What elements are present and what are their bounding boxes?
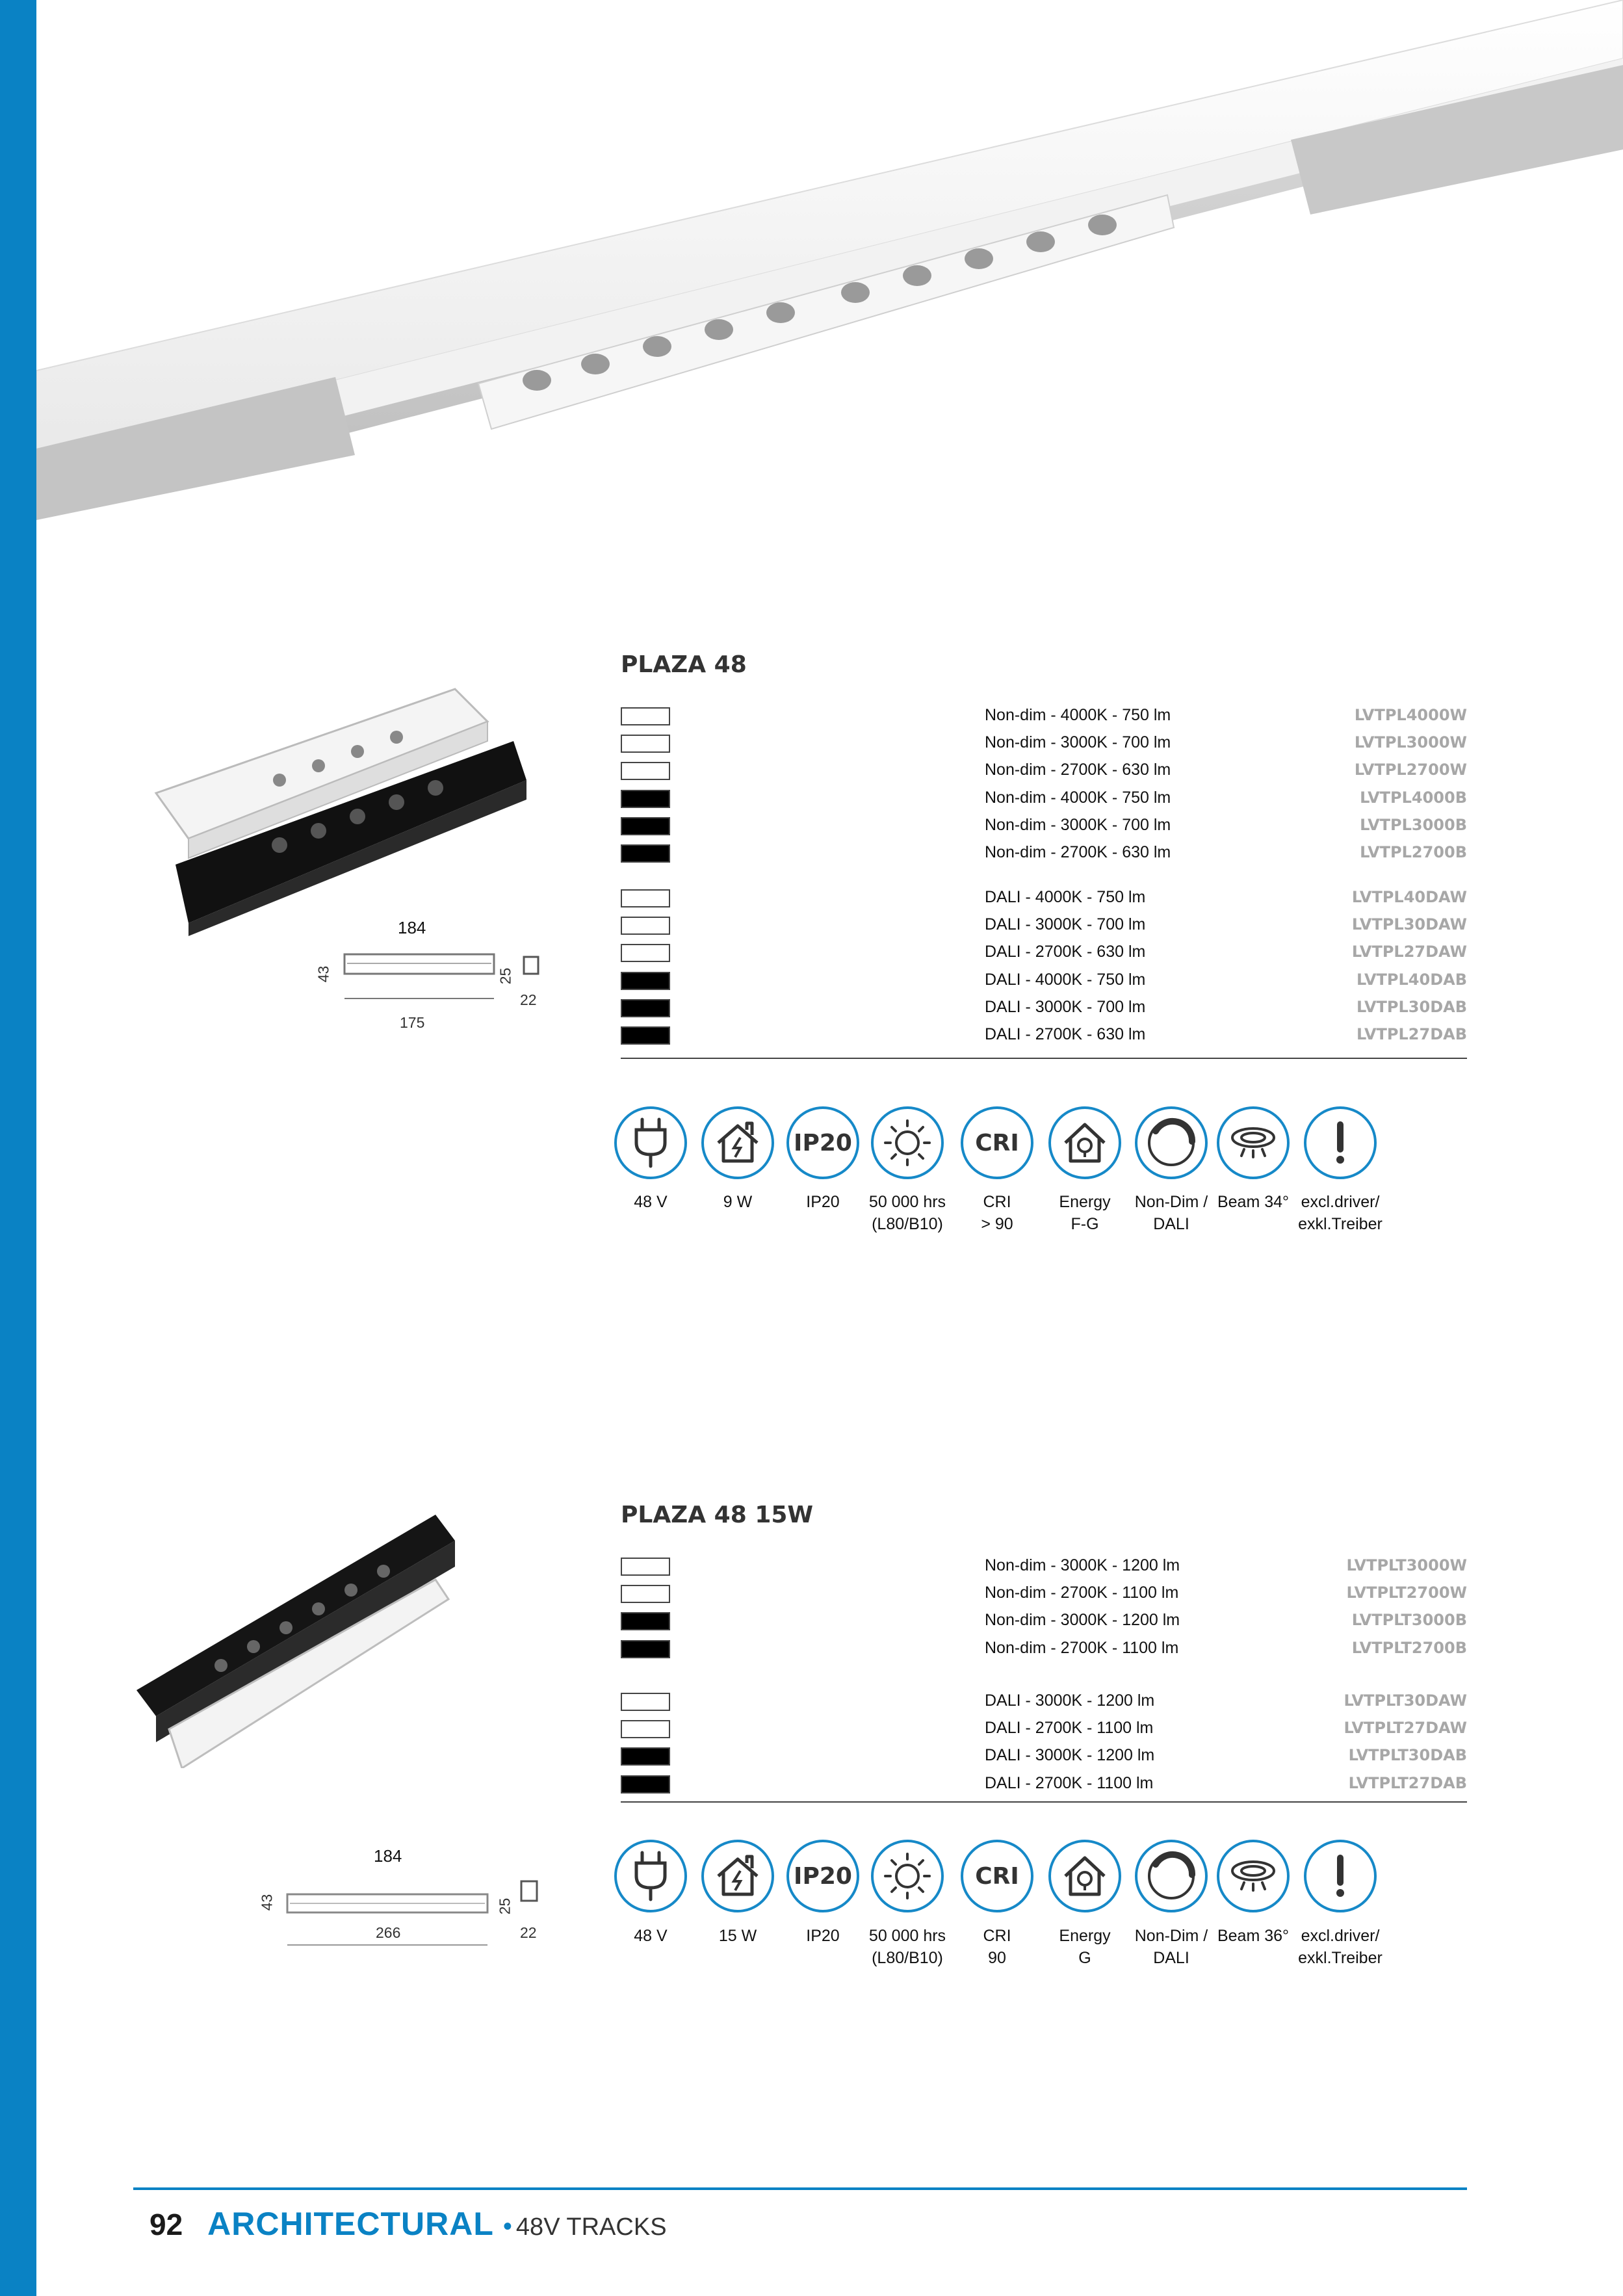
dimming-icon bbox=[1134, 1105, 1209, 1181]
variant-row bbox=[621, 1024, 1467, 1051]
energy-house-icon bbox=[1047, 1105, 1123, 1181]
variant-code: LVTPL40DAW bbox=[1351, 888, 1467, 906]
variant-row bbox=[621, 759, 1467, 787]
product-photo bbox=[149, 663, 539, 936]
icon-label-line: Beam 34° bbox=[1217, 1193, 1290, 1211]
color-swatch-white bbox=[621, 1720, 670, 1738]
icon-label-line: CRI bbox=[983, 1193, 1011, 1211]
dimension-length-top: 184 bbox=[398, 918, 426, 937]
lifetime-sun-icon bbox=[870, 1838, 945, 1914]
variant-row bbox=[621, 1610, 1467, 1637]
variant-description: Non-dim - 2700K - 1100 lm bbox=[985, 1638, 1179, 1657]
icon-label bbox=[777, 1925, 868, 1947]
variant-row bbox=[621, 1690, 1467, 1717]
color-swatch-black bbox=[621, 790, 670, 808]
color-swatch-black bbox=[621, 1640, 670, 1658]
dimension-depth: 25 bbox=[496, 1898, 513, 1915]
variant-row bbox=[621, 969, 1467, 997]
variant-code: LVTPLT30DAW bbox=[1344, 1691, 1467, 1710]
variant-row bbox=[621, 787, 1467, 815]
dimension-length-bottom: 175 bbox=[400, 1014, 425, 1031]
variant-code: LVTPLT3000B bbox=[1351, 1611, 1467, 1630]
dimension-length-bottom: 266 bbox=[376, 1924, 401, 1941]
icon-label-line: Energy bbox=[1059, 1193, 1111, 1211]
icon-label bbox=[605, 1925, 696, 1947]
color-swatch-white bbox=[621, 944, 670, 962]
variant-row bbox=[621, 1555, 1467, 1582]
icon-label bbox=[952, 1191, 1043, 1235]
variant-row bbox=[621, 1773, 1467, 1800]
variant-description: Non-dim - 4000K - 750 lm bbox=[985, 788, 1171, 807]
variant-code: LVTPL27DAW bbox=[1351, 943, 1467, 961]
variant-code: LVTPL3000W bbox=[1354, 733, 1467, 752]
page-footer bbox=[149, 2205, 667, 2243]
variant-description: Non-dim - 3000K - 700 lm bbox=[985, 733, 1171, 752]
variant-description: DALI - 3000K - 700 lm bbox=[985, 915, 1146, 934]
variant-code: LVTPL4000B bbox=[1360, 788, 1467, 807]
color-swatch-white bbox=[621, 889, 670, 907]
variant-row bbox=[621, 1745, 1467, 1772]
variant-row bbox=[621, 887, 1467, 914]
icon-label-line: > 90 bbox=[981, 1215, 1013, 1233]
color-swatch-white bbox=[621, 735, 670, 753]
color-swatch-white bbox=[621, 1693, 670, 1711]
variant-description: Non-dim - 2700K - 630 lm bbox=[985, 761, 1171, 779]
icon-label bbox=[777, 1191, 868, 1213]
variant-description: Non-dim - 4000K - 750 lm bbox=[985, 706, 1171, 724]
color-swatch-white bbox=[621, 1585, 670, 1603]
variant-code: LVTPLT30DAB bbox=[1348, 1746, 1467, 1765]
variant-description: DALI - 2700K - 1100 lm bbox=[985, 1773, 1154, 1792]
icon-text: CRI bbox=[975, 1130, 1019, 1156]
variant-description: DALI - 2700K - 630 lm bbox=[985, 1025, 1146, 1043]
color-swatch-black bbox=[621, 999, 670, 1017]
icon-label-line: 50 000 hrs bbox=[868, 1927, 946, 1945]
variant-row bbox=[621, 1582, 1467, 1610]
variant-row bbox=[621, 1637, 1467, 1665]
variant-row bbox=[621, 842, 1467, 869]
variant-code: LVTPLT3000W bbox=[1346, 1556, 1467, 1574]
variant-code: LVTPLT2700B bbox=[1351, 1638, 1467, 1657]
icon-label-line: F-G bbox=[1071, 1215, 1099, 1233]
variant-row bbox=[621, 815, 1467, 842]
variant-code: LVTPLT2700W bbox=[1346, 1584, 1467, 1602]
variant-row bbox=[621, 732, 1467, 759]
icon-label-line: 48 V bbox=[634, 1927, 668, 1945]
variant-description: Non-dim - 3000K - 1200 lm bbox=[985, 1611, 1180, 1630]
variant-description: Non-dim - 3000K - 700 lm bbox=[985, 815, 1171, 834]
color-swatch-black bbox=[621, 972, 670, 990]
icon-label-line: CRI bbox=[983, 1927, 1011, 1945]
icon-label-line: 50 000 hrs bbox=[868, 1193, 946, 1211]
icon-label-line: Non-Dim / bbox=[1134, 1927, 1208, 1945]
variant-row bbox=[621, 914, 1467, 941]
variant-code: LVTPL30DAB bbox=[1356, 997, 1467, 1016]
icon-label-line: IP20 bbox=[806, 1193, 840, 1211]
product-photo bbox=[130, 1495, 468, 1768]
icon-label bbox=[862, 1925, 953, 1969]
product-title: PLAZA 48 bbox=[621, 651, 747, 678]
icon-label bbox=[952, 1925, 1043, 1969]
variant-description: DALI - 3000K - 1200 lm bbox=[985, 1746, 1155, 1765]
color-swatch-black bbox=[621, 844, 670, 863]
icon-label bbox=[862, 1191, 953, 1235]
variant-row bbox=[621, 997, 1467, 1024]
icon-label bbox=[692, 1191, 783, 1213]
variant-description: DALI - 4000K - 750 lm bbox=[985, 888, 1146, 906]
dimension-height: 43 bbox=[315, 965, 332, 983]
dimension-height: 43 bbox=[258, 1894, 276, 1911]
color-swatch-white bbox=[621, 917, 670, 935]
house-power-icon bbox=[700, 1838, 775, 1914]
lifetime-sun-icon bbox=[870, 1105, 945, 1181]
warning-icon bbox=[1303, 1105, 1378, 1181]
icon-label-line: excl.driver/ bbox=[1301, 1193, 1380, 1211]
icon-text: IP20 bbox=[794, 1130, 852, 1156]
plug-icon bbox=[613, 1105, 688, 1181]
section-title: ARCHITECTURAL bbox=[207, 2206, 494, 2242]
footer-rule bbox=[133, 2187, 1467, 2190]
color-swatch-black bbox=[621, 1747, 670, 1766]
dimension-width: 22 bbox=[520, 1924, 537, 1941]
color-swatch-black bbox=[621, 1612, 670, 1630]
color-swatch-white bbox=[621, 707, 670, 725]
variant-code: LVTPL2700W bbox=[1354, 761, 1467, 779]
variant-description: DALI - 3000K - 1200 lm bbox=[985, 1691, 1155, 1710]
ip-rating-icon bbox=[785, 1838, 861, 1914]
page-number: 92 bbox=[149, 2208, 183, 2241]
color-swatch-black bbox=[621, 817, 670, 835]
hero-product-photo bbox=[36, 0, 1623, 624]
icon-label-line: Non-Dim / bbox=[1134, 1193, 1208, 1211]
variant-code: LVTPL30DAW bbox=[1351, 915, 1467, 934]
dimension-length-top: 184 bbox=[374, 1846, 402, 1866]
variant-description: Non-dim - 2700K - 630 lm bbox=[985, 843, 1171, 861]
icon-label-line: Beam 36° bbox=[1217, 1927, 1290, 1945]
color-swatch-black bbox=[621, 1775, 670, 1794]
variant-code: LVTPLT27DAB bbox=[1348, 1773, 1467, 1792]
icon-label bbox=[1039, 1191, 1130, 1235]
footer-bullet: • bbox=[502, 2212, 512, 2241]
variant-code: LVTPL2700B bbox=[1360, 843, 1467, 861]
icon-label bbox=[1208, 1191, 1299, 1213]
table-rule bbox=[621, 1058, 1467, 1059]
icon-text: IP20 bbox=[794, 1863, 852, 1890]
energy-house-icon bbox=[1047, 1838, 1123, 1914]
cri-icon bbox=[959, 1838, 1035, 1914]
icon-label-line: exkl.Treiber bbox=[1298, 1215, 1383, 1233]
cri-icon bbox=[959, 1105, 1035, 1181]
variant-row bbox=[621, 705, 1467, 732]
plug-icon bbox=[613, 1838, 688, 1914]
beam-angle-icon bbox=[1215, 1838, 1291, 1914]
color-swatch-white bbox=[621, 1558, 670, 1576]
dimension-width: 22 bbox=[520, 991, 537, 1008]
icon-label-line: G bbox=[1078, 1949, 1091, 1967]
ip-rating-icon bbox=[785, 1105, 861, 1181]
product-title: PLAZA 48 15W bbox=[621, 1502, 814, 1528]
warning-icon bbox=[1303, 1838, 1378, 1914]
variant-code: LVTPL3000B bbox=[1360, 815, 1467, 834]
subsection-title: 48V TRACKS bbox=[515, 2213, 667, 2241]
dimming-icon bbox=[1134, 1838, 1209, 1914]
variant-description: DALI - 2700K - 1100 lm bbox=[985, 1719, 1154, 1738]
icon-label bbox=[605, 1191, 696, 1213]
icon-label-line: DALI bbox=[1153, 1215, 1189, 1233]
icon-label bbox=[1126, 1191, 1217, 1235]
variant-code: LVTPL27DAB bbox=[1356, 1025, 1467, 1043]
icon-label-line: exkl.Treiber bbox=[1298, 1949, 1383, 1967]
variant-code: LVTPL40DAB bbox=[1356, 970, 1467, 989]
icon-text: CRI bbox=[975, 1863, 1019, 1890]
icon-label-line: 48 V bbox=[634, 1193, 668, 1211]
icon-label bbox=[1208, 1925, 1299, 1947]
table-rule bbox=[621, 1801, 1467, 1803]
icon-label bbox=[1295, 1925, 1386, 1969]
icon-label-line: IP20 bbox=[806, 1927, 840, 1945]
icon-label-line: 9 W bbox=[723, 1193, 753, 1211]
icon-label-line: 15 W bbox=[718, 1927, 757, 1945]
icon-label-line: (L80/B10) bbox=[872, 1215, 943, 1233]
icon-label-line: excl.driver/ bbox=[1301, 1927, 1380, 1945]
beam-angle-icon bbox=[1215, 1105, 1291, 1181]
icon-label-line: DALI bbox=[1153, 1949, 1189, 1967]
variant-row bbox=[621, 941, 1467, 969]
dimension-depth: 25 bbox=[497, 967, 514, 985]
color-swatch-black bbox=[621, 1026, 670, 1045]
house-power-icon bbox=[700, 1105, 775, 1181]
variant-code: LVTPL4000W bbox=[1354, 706, 1467, 724]
icon-label bbox=[692, 1925, 783, 1947]
icon-label bbox=[1039, 1925, 1130, 1969]
variant-description: Non-dim - 2700K - 1100 lm bbox=[985, 1584, 1179, 1602]
icon-label bbox=[1126, 1925, 1217, 1969]
side-color-bar bbox=[0, 0, 36, 2296]
variant-description: DALI - 4000K - 750 lm bbox=[985, 970, 1146, 989]
icon-label bbox=[1295, 1191, 1386, 1235]
icon-label-line: 90 bbox=[988, 1949, 1006, 1967]
variant-row bbox=[621, 1717, 1467, 1745]
variant-description: Non-dim - 3000K - 1200 lm bbox=[985, 1556, 1180, 1574]
icon-label-line: (L80/B10) bbox=[872, 1949, 943, 1967]
variant-description: DALI - 3000K - 700 lm bbox=[985, 997, 1146, 1016]
color-swatch-white bbox=[621, 762, 670, 780]
variant-description: DALI - 2700K - 630 lm bbox=[985, 943, 1146, 961]
variant-code: LVTPLT27DAW bbox=[1344, 1719, 1467, 1738]
icon-label-line: Energy bbox=[1059, 1927, 1111, 1945]
